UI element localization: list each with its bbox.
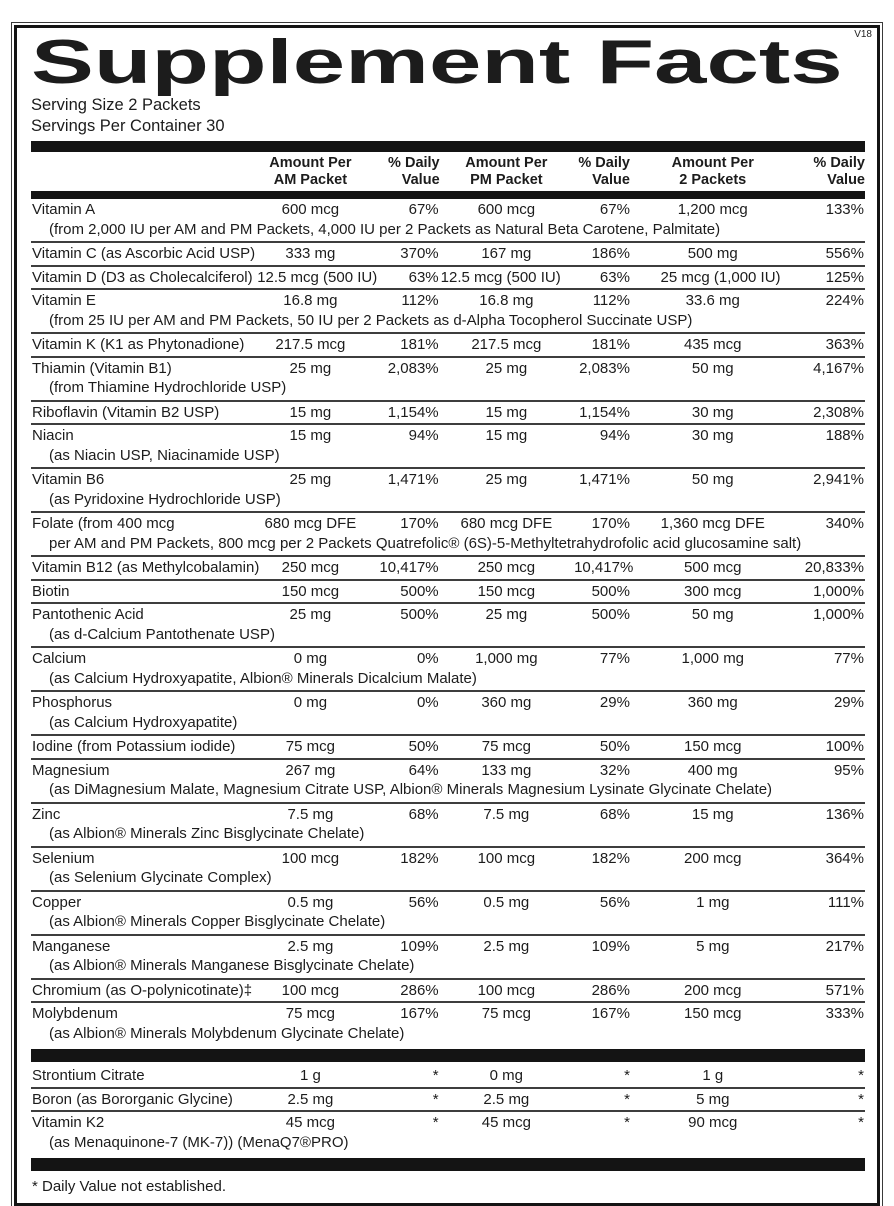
amount-pm-packet: 0 mg xyxy=(489,1067,524,1084)
daily-value-pm: 32% xyxy=(573,759,644,782)
ingredient-name: Vitamin A xyxy=(32,201,96,218)
amount-pm-packet: 250 mcg xyxy=(440,556,573,580)
daily-value-2-packets: 2,308% xyxy=(782,401,865,425)
ingredient-row xyxy=(31,289,865,312)
amount-am-packet: 150 mcg xyxy=(256,580,364,604)
ingredient-source-text: (as Calcium Hydroxyapatite, Albion® Minerals Dicalcium Malate) xyxy=(49,669,477,687)
daily-value-pm: 67% xyxy=(599,201,630,218)
ingredient-source-text: (as Albion® Minerals Zinc Bisglycinate Chelate) xyxy=(49,825,365,842)
daily-value-2-packets: 556% xyxy=(782,242,865,266)
amount-pm-packet: 75 mcg xyxy=(440,1002,573,1025)
daily-value-2-packets: 224% xyxy=(782,289,865,312)
facts-table-body xyxy=(31,195,865,1154)
ingredient-row xyxy=(31,556,865,580)
ingredient-row xyxy=(31,891,865,914)
daily-value-am: 1,471% xyxy=(365,468,440,491)
amount-am-packet: 75 mcg xyxy=(256,735,364,759)
daily-value-am: 170% xyxy=(365,512,440,535)
ingredient-source-text: (as Albion® Minerals Manganese Bisglycinate Chelate) xyxy=(49,957,415,974)
amount-am-packet: 2.5 mg xyxy=(256,935,364,958)
daily-value-pm: 68% xyxy=(573,803,644,826)
ingredient-source-text: (as Niacin USP, Niacinamide USP) xyxy=(49,446,280,464)
amount-2-packets: 15 mg xyxy=(644,803,782,826)
amount-pm-packet: 45 mcg xyxy=(440,1111,573,1134)
amount-am-packet: 0.5 mg xyxy=(256,891,364,914)
amount-2-packets: 400 mg xyxy=(644,759,782,782)
amount-2-packets: 30 mg xyxy=(644,401,782,425)
amount-2-packets: 5 mg xyxy=(644,935,782,958)
section-divider-bar xyxy=(31,1049,865,1062)
amount-pm-packet: 12.5 mcg (500 IU) xyxy=(440,266,573,290)
daily-value-am: 64% xyxy=(365,759,440,782)
ingredient-name: Magnesium xyxy=(31,759,256,782)
amount-pm-packet: 15 mg xyxy=(440,401,573,425)
ingredient-row xyxy=(31,603,865,626)
ingredient-source-row xyxy=(31,535,865,557)
footnote: * Daily Value not established. xyxy=(32,1178,227,1195)
amount-2-packets: 200 mcg xyxy=(644,847,782,870)
ingredient-row xyxy=(31,647,865,670)
ingredient-source-row xyxy=(31,447,865,469)
daily-value-pm: 1,154% xyxy=(573,401,644,425)
amount-2-packets: 25 mcg (1,000 IU) xyxy=(644,266,782,290)
daily-value-pm: 50% xyxy=(573,735,644,759)
ingredient-name: Strontium Citrate xyxy=(32,1067,145,1084)
header-amount-am-packet: Amount Per AM Packet xyxy=(256,152,364,195)
amount-pm-packet: 133 mg xyxy=(440,759,573,782)
ingredient-source-row xyxy=(31,491,865,513)
ingredient-row xyxy=(31,468,865,491)
amount-2-packets: 500 mg xyxy=(644,242,782,266)
ingredient-row xyxy=(31,1111,865,1134)
daily-value-pm: * xyxy=(624,1067,630,1084)
amount-2-packets: 30 mg xyxy=(644,424,782,447)
ingredient-name: Calcium xyxy=(31,647,256,670)
daily-value-am: 109% xyxy=(365,935,440,958)
ingredient-source-text: (as DiMagnesium Malate, Magnesium Citrate USP, Albion® Minerals Magnesium Lysinate Glycinate Chelate) xyxy=(49,781,773,798)
amount-2-packets: 500 mcg xyxy=(644,556,782,580)
ingredient-name: Vitamin B12 (as Methylcobalamin) xyxy=(31,556,256,580)
ingredient-name: Niacin xyxy=(31,424,256,447)
amount-am-packet: 15 mg xyxy=(256,401,364,425)
amount-2-packets: 150 mcg xyxy=(644,1002,782,1025)
ingredient-source-text: (as Albion® Minerals Molybdenum Glycinate Chelate) xyxy=(49,1024,405,1042)
amount-2-packets: 50 mg xyxy=(644,468,782,491)
daily-value-pm: * xyxy=(573,1111,644,1134)
daily-value-pm: 182% xyxy=(573,847,644,870)
ingredient-source-row xyxy=(31,312,865,334)
amount-am-packet: 217.5 mcg xyxy=(256,333,364,357)
daily-value-pm: 170% xyxy=(573,512,644,535)
amount-pm-packet: 25 mg xyxy=(440,468,573,491)
section-divider-row xyxy=(31,1045,865,1065)
amount-pm-packet: 167 mg xyxy=(440,242,573,266)
daily-value-pm: * xyxy=(573,1088,644,1112)
daily-value-2-packets: 188% xyxy=(782,424,865,447)
amount-2-packets: 1 mg xyxy=(644,891,782,914)
daily-value-pm: 77% xyxy=(573,647,644,670)
amount-am-packet: 12.5 mcg (500 IU) xyxy=(256,266,364,290)
daily-value-pm: 286% xyxy=(573,979,644,1003)
ingredient-name: Chromium (as O-polynicotinate)‡ xyxy=(31,979,256,1003)
supplement-facts-label xyxy=(14,25,880,1206)
amount-2-packets: 50 mg xyxy=(644,357,782,380)
ingredient-name: Phosphorus xyxy=(31,691,256,714)
daily-value-pm: 1,471% xyxy=(573,468,644,491)
page-title-text: Supplement Facts xyxy=(31,28,843,97)
amount-pm-packet: 25 mg xyxy=(440,357,573,380)
header-amount-2-packets: Amount Per 2 Packets xyxy=(644,152,782,195)
daily-value-pm: 112% xyxy=(573,289,644,312)
amount-2-packets: 5 mg xyxy=(644,1088,782,1112)
daily-value-am: * xyxy=(432,1067,439,1084)
daily-value-2-packets: 95% xyxy=(782,759,865,782)
amount-pm-packet: 100 mcg xyxy=(440,847,573,870)
amount-2-packets: 90 mcg xyxy=(644,1111,782,1134)
ingredient-source-row xyxy=(31,869,865,891)
amount-2-packets: 1,200 mcg xyxy=(677,201,748,218)
daily-value-pm: 29% xyxy=(573,691,644,714)
daily-value-am: 94% xyxy=(365,424,440,447)
ingredient-name: Biotin xyxy=(31,580,256,604)
ingredient-name: Pantothenic Acid xyxy=(31,603,256,626)
amount-am-packet: 75 mcg xyxy=(256,1002,364,1025)
daily-value-am: 0% xyxy=(365,691,440,714)
daily-value-2-packets: 136% xyxy=(782,803,865,826)
daily-value-am: 1,154% xyxy=(365,401,440,425)
facts-table-header xyxy=(31,152,865,195)
ingredient-name: Folate (from 400 mcg xyxy=(31,512,256,535)
daily-value-2-packets: 20,833% xyxy=(782,556,865,580)
daily-value-am: 500% xyxy=(365,580,440,604)
header-daily-value-pm: % Daily Value xyxy=(573,152,644,195)
ingredient-source-text: (as Pyridoxine Hydrochloride USP) xyxy=(49,490,281,508)
amount-am-packet: 15 mg xyxy=(256,424,364,447)
version-tag: V18 xyxy=(854,29,872,40)
daily-value-am: 10,417% xyxy=(365,556,440,580)
daily-value-2-packets: 217% xyxy=(782,935,865,958)
amount-pm-packet: 1,000 mg xyxy=(440,647,573,670)
amount-pm-packet: 600 mcg xyxy=(477,201,536,218)
amount-am-packet: 600 mcg xyxy=(281,201,340,218)
ingredient-source-row xyxy=(31,379,865,401)
ingredient-row xyxy=(31,803,865,826)
daily-value-2-packets: 333% xyxy=(782,1002,865,1025)
daily-value-2-packets: 1,000% xyxy=(782,603,865,626)
ingredient-row xyxy=(31,1002,865,1025)
ingredient-name: Thiamin (Vitamin B1) xyxy=(31,357,256,380)
ingredient-row xyxy=(31,357,865,380)
ingredient-name: Riboflavin (Vitamin B2 USP) xyxy=(31,401,256,425)
ingredient-name: Molybdenum xyxy=(31,1002,256,1025)
daily-value-pm: 2,083% xyxy=(573,357,644,380)
ingredient-name: Copper xyxy=(31,891,256,914)
ingredient-row xyxy=(31,242,865,266)
daily-value-pm: 56% xyxy=(573,891,644,914)
daily-value-pm: 94% xyxy=(573,424,644,447)
amount-pm-packet: 7.5 mg xyxy=(440,803,573,826)
daily-value-pm: 181% xyxy=(573,333,644,357)
amount-am-packet: 25 mg xyxy=(256,468,364,491)
ingredient-name: Vitamin K2 xyxy=(31,1111,256,1134)
amount-2-packets: 150 mcg xyxy=(644,735,782,759)
header-amount-pm-packet: Amount Per PM Packet xyxy=(440,152,573,195)
daily-value-am: 182% xyxy=(365,847,440,870)
ingredient-row xyxy=(31,195,865,221)
ingredient-row xyxy=(31,333,865,357)
amount-2-packets: 1,000 mg xyxy=(644,647,782,670)
daily-value-pm: 500% xyxy=(573,580,644,604)
ingredient-source-row xyxy=(31,1025,865,1046)
amount-2-packets: 1 g xyxy=(702,1067,724,1084)
daily-value-pm: 186% xyxy=(573,242,644,266)
ingredient-name: Vitamin C (as Ascorbic Acid USP) xyxy=(31,242,256,266)
amount-am-packet: 1 g xyxy=(299,1067,321,1084)
amount-pm-packet: 680 mcg DFE xyxy=(440,512,573,535)
amount-pm-packet: 0.5 mg xyxy=(440,891,573,914)
ingredient-source-text: (from Thiamine Hydrochloride USP) xyxy=(49,379,287,396)
ingredient-row xyxy=(31,580,865,604)
amount-am-packet: 680 mcg DFE xyxy=(256,512,364,535)
ingredient-source-text: per AM and PM Packets, 800 mcg per 2 Packets Quatrefolic® (6S)-5-Methyltetrahydrofolic acid glucosamine salt) xyxy=(49,534,802,552)
amount-pm-packet: 2.5 mg xyxy=(440,935,573,958)
ingredient-source-row xyxy=(31,913,865,935)
ingredient-name: Selenium xyxy=(31,847,256,870)
header-daily-value-2-packets: % Daily Value xyxy=(782,152,865,195)
amount-2-packets: 1,360 mcg DFE xyxy=(644,512,782,535)
ingredient-row xyxy=(31,759,865,782)
daily-value-pm: 500% xyxy=(573,603,644,626)
daily-value-2-packets: 340% xyxy=(782,512,865,535)
daily-value-2-packets: 29% xyxy=(782,691,865,714)
header-row xyxy=(31,152,865,195)
header-daily-value-am: % Daily Value xyxy=(365,152,440,195)
daily-value-pm: 109% xyxy=(573,935,644,958)
ingredient-name: Zinc xyxy=(31,803,256,826)
daily-value-am: 50% xyxy=(365,735,440,759)
ingredient-name: Vitamin E xyxy=(31,289,256,312)
amount-am-packet: 25 mg xyxy=(256,603,364,626)
amount-2-packets: 33.6 mg xyxy=(644,289,782,312)
amount-am-packet: 16.8 mg xyxy=(256,289,364,312)
daily-value-2-packets: 111% xyxy=(782,891,865,914)
daily-value-am: 112% xyxy=(365,289,440,312)
daily-value-2-packets: 125% xyxy=(782,266,865,290)
daily-value-am: 2,083% xyxy=(365,357,440,380)
amount-2-packets: 300 mcg xyxy=(644,580,782,604)
ingredient-source-text: (from 25 IU per AM and PM Packets, 50 IU per 2 Packets as d-Alpha Tocopherol Succinate USP) xyxy=(49,311,693,329)
amount-2-packets: 200 mcg xyxy=(644,979,782,1003)
ingredient-source-text: (as Selenium Glycinate Complex) xyxy=(49,869,272,886)
amount-am-packet: 100 mcg xyxy=(256,979,364,1003)
ingredient-source-row xyxy=(31,781,865,803)
daily-value-pm: 63% xyxy=(573,266,644,290)
amount-am-packet: 25 mg xyxy=(256,357,364,380)
ingredient-source-row xyxy=(31,957,865,979)
facts-table xyxy=(31,152,865,1154)
amount-am-packet: 100 mcg xyxy=(256,847,364,870)
ingredient-row xyxy=(31,424,865,447)
amount-pm-packet: 217.5 mcg xyxy=(440,333,573,357)
daily-value-2-packets: 77% xyxy=(782,647,865,670)
daily-value-am: 63% xyxy=(365,266,440,290)
header-top-divider-bar xyxy=(31,141,865,152)
serving-size: Serving Size 2 Packets xyxy=(31,96,201,114)
ingredient-row xyxy=(31,1088,865,1112)
daily-value-2-packets: 133% xyxy=(825,201,864,218)
amount-2-packets: 435 mcg xyxy=(644,333,782,357)
daily-value-2-packets: * xyxy=(782,1088,865,1112)
daily-value-am: * xyxy=(365,1088,440,1112)
ingredient-row xyxy=(31,266,865,290)
amount-am-packet: 333 mg xyxy=(256,242,364,266)
amount-pm-packet: 360 mg xyxy=(440,691,573,714)
daily-value-2-packets: 364% xyxy=(782,847,865,870)
daily-value-2-packets: * xyxy=(858,1067,864,1084)
ingredient-source-text: (as Menaquinone-7 (MK-7)) (MenaQ7®PRO) xyxy=(49,1133,349,1151)
ingredient-row xyxy=(31,1065,865,1088)
ingredient-name: Vitamin B6 xyxy=(31,468,256,491)
ingredient-name: Manganese xyxy=(31,935,256,958)
daily-value-am: 68% xyxy=(365,803,440,826)
ingredient-source-row xyxy=(31,221,865,243)
ingredient-row xyxy=(31,935,865,958)
amount-am-packet: 2.5 mg xyxy=(256,1088,364,1112)
ingredient-source-row xyxy=(31,670,865,692)
ingredient-source-text: (as Calcium Hydroxyapatite) xyxy=(49,713,238,731)
amount-am-packet: 45 mcg xyxy=(256,1111,364,1134)
amount-pm-packet: 15 mg xyxy=(440,424,573,447)
ingredient-name: Vitamin K (K1 as Phytonadione) xyxy=(31,333,256,357)
footnote-divider-bar xyxy=(31,1158,865,1171)
amount-pm-packet: 75 mcg xyxy=(440,735,573,759)
amount-am-packet: 7.5 mg xyxy=(256,803,364,826)
daily-value-2-packets: 100% xyxy=(782,735,865,759)
daily-value-2-packets: 2,941% xyxy=(782,468,865,491)
daily-value-2-packets: 363% xyxy=(782,333,865,357)
amount-pm-packet: 16.8 mg xyxy=(440,289,573,312)
daily-value-am: 286% xyxy=(365,979,440,1003)
daily-value-am: 56% xyxy=(365,891,440,914)
daily-value-am: 67% xyxy=(408,201,439,218)
daily-value-am: 370% xyxy=(365,242,440,266)
amount-pm-packet: 100 mcg xyxy=(440,979,573,1003)
daily-value-2-packets: 4,167% xyxy=(782,357,865,380)
ingredient-row xyxy=(31,691,865,714)
servings-per-container: Servings Per Container 30 xyxy=(31,117,225,135)
daily-value-am: 167% xyxy=(365,1002,440,1025)
amount-am-packet: 0 mg xyxy=(256,647,364,670)
amount-am-packet: 250 mcg xyxy=(256,556,364,580)
daily-value-pm: 167% xyxy=(573,1002,644,1025)
ingredient-source-row xyxy=(31,1134,865,1155)
daily-value-2-packets: 1,000% xyxy=(782,580,865,604)
ingredient-row xyxy=(31,512,865,535)
daily-value-am: 181% xyxy=(365,333,440,357)
ingredient-source-text: (as d-Calcium Pantothenate USP) xyxy=(49,625,275,643)
ingredient-source-row xyxy=(31,825,865,847)
ingredient-source-row xyxy=(31,626,865,648)
daily-value-am: 0% xyxy=(365,647,440,670)
ingredient-row xyxy=(31,979,865,1003)
ingredient-name: Boron (as Bororganic Glycine) xyxy=(31,1088,256,1112)
amount-pm-packet: 2.5 mg xyxy=(440,1088,573,1112)
ingredient-row xyxy=(31,847,865,870)
ingredient-source-text: (as Albion® Minerals Copper Bisglycinate Chelate) xyxy=(49,913,386,930)
amount-pm-packet: 150 mcg xyxy=(440,580,573,604)
header-ingredient-column xyxy=(31,152,256,195)
ingredient-name: Iodine (from Potassium iodide) xyxy=(31,735,256,759)
amount-2-packets: 360 mg xyxy=(644,691,782,714)
daily-value-pm: 10,417% xyxy=(573,556,644,580)
daily-value-am: * xyxy=(365,1111,440,1134)
amount-pm-packet: 25 mg xyxy=(440,603,573,626)
ingredient-name: Vitamin D (D3 as Cholecalciferol) xyxy=(31,266,256,290)
ingredient-row xyxy=(31,401,865,425)
amount-2-packets: 50 mg xyxy=(644,603,782,626)
amount-am-packet: 267 mg xyxy=(256,759,364,782)
daily-value-am: 500% xyxy=(365,603,440,626)
daily-value-2-packets: * xyxy=(782,1111,865,1134)
daily-value-2-packets: 571% xyxy=(782,979,865,1003)
ingredient-row xyxy=(31,735,865,759)
ingredient-source-row xyxy=(31,714,865,736)
amount-am-packet: 0 mg xyxy=(256,691,364,714)
ingredient-source-text: (from 2,000 IU per AM and PM Packets, 4,000 IU per 2 Packets as Natural Beta Carotene, Palmitate) xyxy=(49,220,721,238)
